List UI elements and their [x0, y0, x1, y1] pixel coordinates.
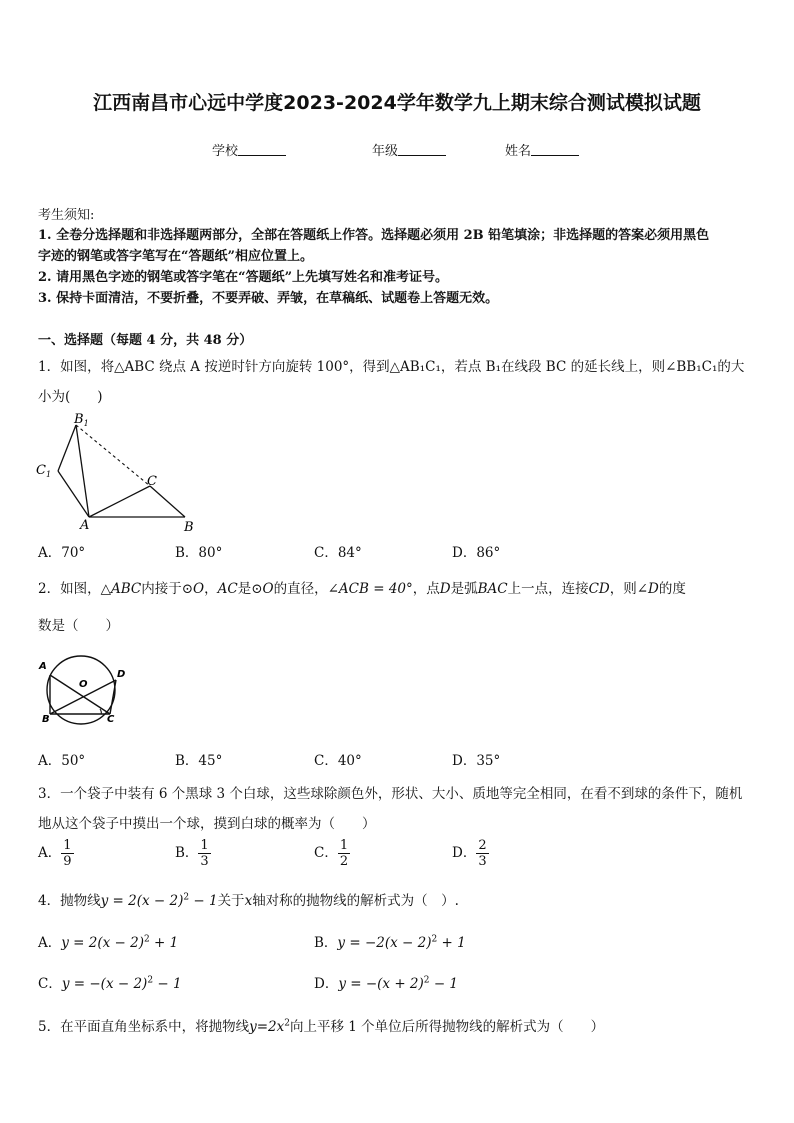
- q2-label-d: D: [117, 669, 126, 680]
- q2-option-c[interactable]: C．40°: [314, 753, 362, 769]
- q2-option-a[interactable]: A．50°: [38, 753, 86, 769]
- q1-label-c: C: [147, 474, 157, 489]
- q1-text: 1．如图，将△ABC 绕点 A 按逆时针方向旋转 100°，得到△AB₁C₁，若点 B₁在线段 BC 的延长线上，则∠BB₁C₁的大: [38, 359, 745, 375]
- grade-blank[interactable]: [398, 143, 446, 156]
- q2-text: 2．如图，△ABC内接于⊙O，AC是⊙O的直径，∠ACB = 40°，点D是弧BAC上一点，连接CD，则∠D的度: [38, 581, 686, 597]
- q1-option-a[interactable]: A．70°: [38, 545, 86, 561]
- q1-label-b: B: [184, 520, 194, 535]
- q3-option-a[interactable]: A． $\frac{1}{9}$: [38, 838, 72, 869]
- q2-label-c: C: [107, 714, 115, 725]
- name-blank[interactable]: [531, 143, 579, 156]
- q2-text-cont: 数是（ ）: [38, 618, 119, 634]
- q2-chord-cd: [110, 680, 116, 714]
- q1-label-b1: $B_1$: [74, 412, 89, 428]
- q2-label-a: A: [39, 661, 47, 672]
- q2-option-b[interactable]: B．45°: [175, 753, 223, 769]
- q3-fraction-a: $\frac{1}{9}$: [63, 838, 72, 869]
- notice-item-1: 1. 全卷分选择题和非选择题两部分，全部在答题纸上作答。选择题必须用 2B 铅笔填涂；非选择题的答案必须用黑色: [38, 228, 710, 243]
- q2-angle-mark: [100, 709, 101, 714]
- q3-fraction-b: $\frac{1}{3}$: [200, 838, 209, 869]
- section-heading: 一、选择题（每题 4 分，共 48 分）: [38, 333, 253, 348]
- q1-label-c1: $C_1$: [36, 463, 52, 479]
- school-label: 学校: [212, 144, 239, 159]
- q3-option-c[interactable]: C． $\frac{1}{2}$: [314, 838, 349, 869]
- q4-text: 4．抛物线$y = 2(x - 2)^2 - 1$关于x轴对称的抛物线的解析式为（ ）.: [38, 892, 459, 909]
- q1-option-b[interactable]: B．80°: [175, 545, 223, 561]
- q1-option-c[interactable]: C．84°: [314, 545, 362, 561]
- notice-heading: 考生须知:: [38, 208, 95, 223]
- grade-field: [372, 140, 446, 159]
- q2-label-b: B: [42, 714, 50, 725]
- q3-fraction-d: $\frac{2}{3}$: [478, 838, 487, 869]
- q1-option-d[interactable]: D．86°: [452, 545, 501, 561]
- q3-text: 3．一个袋子中装有 6 个黑球 3 个白球，这些球除颜色外，形状、大小、质地等完全相同，在看不到球的条件下，随机: [38, 786, 743, 802]
- q5-text: 5．在平面直角坐标系中，将抛物线$y=2x^2$向上平移 1 个单位后所得抛物线的解析式为（ ）: [38, 1018, 605, 1035]
- name-label: 姓名: [505, 144, 532, 159]
- q1-label-a: A: [80, 518, 90, 533]
- q4-option-a[interactable]: A．$y = 2(x - 2)^2 + 1$: [38, 934, 179, 951]
- q2-option-d[interactable]: D．35°: [452, 753, 501, 769]
- q3-option-b[interactable]: B． $\frac{1}{3}$: [175, 838, 209, 869]
- q1-side-ac: [89, 486, 150, 517]
- q3-option-d[interactable]: D． $\frac{2}{3}$: [452, 838, 487, 869]
- notice-item-1-cont: 字迹的钢笔或答字笔写在“答题纸”相应位置上。: [38, 249, 313, 264]
- q4-option-d[interactable]: D．$y = -(x + 2)^2 - 1$: [314, 975, 459, 992]
- q1-figure: [30, 408, 200, 538]
- notice-item-3: 3. 保持卡面清洁，不要折叠，不要弄破、弄皱，在草稿纸、试题卷上答题无效。: [38, 291, 499, 306]
- q4-option-b[interactable]: B．$y = -2(x - 2)^2 + 1$: [314, 934, 466, 951]
- grade-label: 年级: [372, 144, 399, 159]
- school-field: [212, 140, 286, 159]
- q3-fraction-c: $\frac{1}{2}$: [339, 838, 349, 869]
- q2-label-o: O: [79, 679, 88, 690]
- q1-side-c1b1: [58, 425, 76, 471]
- q2-figure: [34, 652, 134, 732]
- q1-text-cont: 小为( ): [38, 389, 103, 405]
- q1-dashed-extension: [76, 425, 150, 486]
- q1-side-cb: [150, 486, 185, 517]
- notice-item-2: 2. 请用黑色字迹的钢笔或答字笔在“答题纸”上先填写姓名和准考证号。: [38, 270, 449, 285]
- page-title: 江西南昌市心远中学度2023-2024学年数学九上期末综合测试模拟试题: [93, 92, 701, 114]
- name-field: [505, 140, 579, 159]
- school-blank[interactable]: [238, 143, 286, 156]
- q1-side-c1a: [58, 471, 89, 517]
- q1-side-ab1: [76, 425, 89, 517]
- q4-option-c[interactable]: C．$y = -(x - 2)^2 - 1$: [38, 975, 182, 992]
- q3-text-cont: 地从这个袋子中摸出一个球，摸到白球的概率为（ ）: [38, 816, 376, 832]
